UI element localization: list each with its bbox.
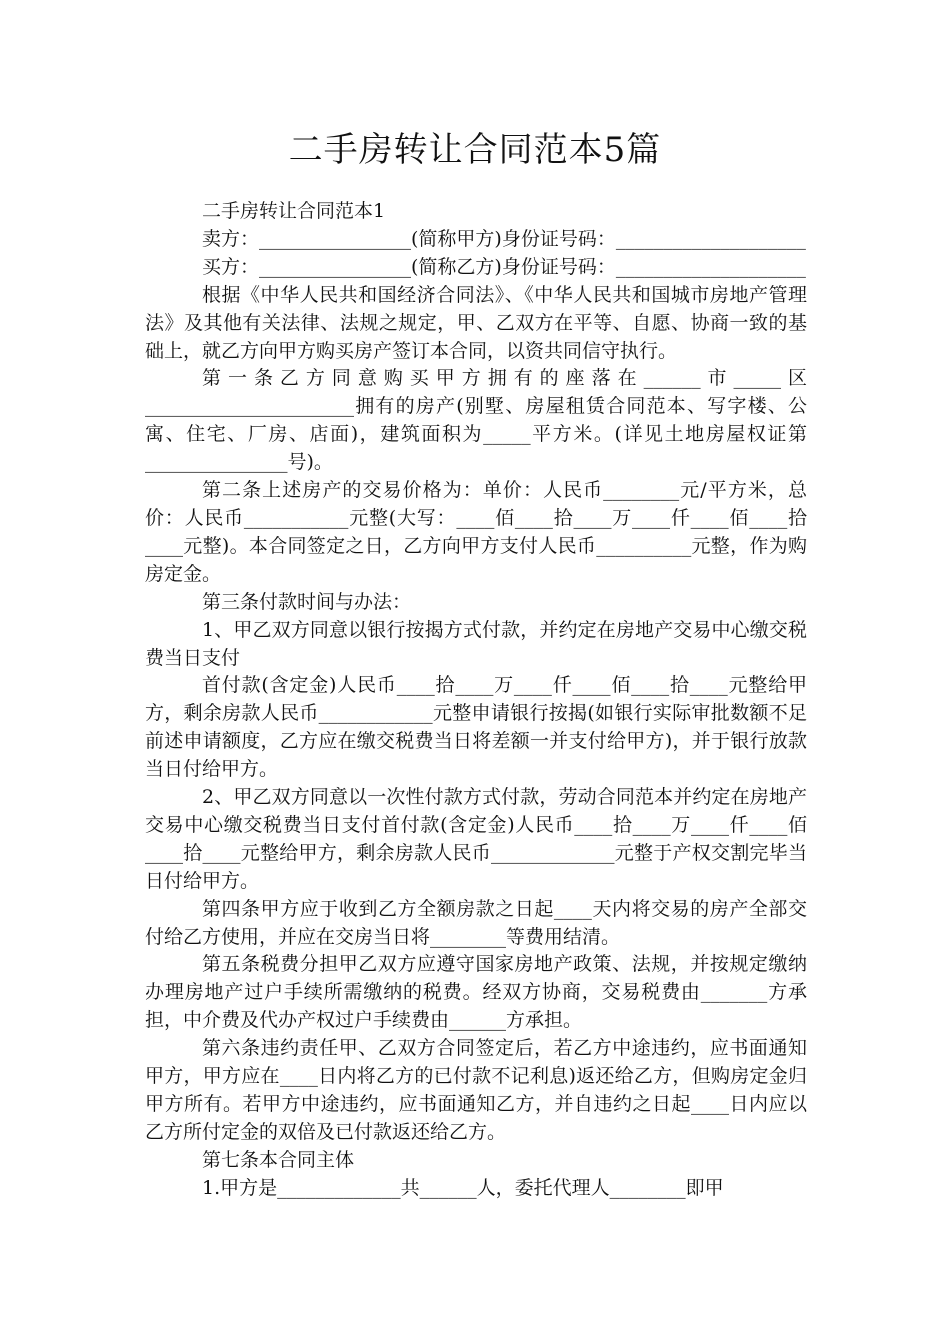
article-6: 第六条违约责任甲、乙双方合同签定后，若乙方中途违约，应书面通知甲方，甲方应在____日内将乙方的已付款不记利息)返还给乙方，但购房定金归甲方所有。若甲方中途违约，应书面通知乙方，并自违约之日起____日内应以乙方所付定金的双倍及已付款返还给乙方。	[145, 1037, 807, 1143]
section-heading: 二手房转让合同范本1	[202, 200, 386, 222]
article-7-clause-1: 1.甲方是_____________共______人，委托代理人________即甲	[202, 1176, 724, 1199]
article-5: 第五条税费分担甲乙双方应遵守国家房地产政策、法规，并按规定缴纳办理房地产过户手续所需缴纳的税费。经双方协商，交易税费由_______方承担，中介费及代办产权过户手续费由______方承担。	[145, 953, 807, 1032]
article-2: 第二条上述房产的交易价格为：单价：人民币________元/平方米，总价：人民币___________元整(大写：____佰____拾____万____仟____佰____拾____元整)。本合同签定之日，乙方向甲方支付人民币__________元整，作为购房定金。	[145, 479, 807, 585]
article-4: 第四条甲方应于收到乙方全额房款之日起____天内将交易的房产全部交付给乙方使用，并应在交房当日将________等费用结清。	[145, 897, 807, 948]
buyer-line: 买方：________________(简称乙方)身份证号码：____________________	[202, 255, 806, 278]
document-title: 二手房转让合同范本5篇	[288, 130, 662, 170]
article-3-clause-1: 1、甲乙双方同意以银行按揭方式付款，并约定在房地产交易中心缴交税费当日支付	[145, 618, 807, 669]
article-1: 第一条乙方同意购买甲方拥有的座落在______市_____区______________________拥有的房产(别墅、房屋租赁合同范本、写字楼、公寓、住宅、厂房、店面)，建筑面积为_____平方米。(详见土地房屋权证第_______________号)。	[145, 367, 807, 474]
article-3-clause-2: 2、甲乙双方同意以一次性付款方式付款，劳动合同范本并约定在房地产交易中心缴交税费当日支付首付款(含定金)人民币____拾____万____仟____佰____拾____元整给甲方，剩余房款人民币_____________元整于产权交割完毕当日付给甲方。	[145, 786, 807, 892]
preamble-paragraph: 根据《中华人民共和国经济合同法》、《中华人民共和国城市房地产管理法》及其他有关法律、法规之规定，甲、乙双方在平等、自愿、协商一致的基础上，就乙方向甲方购买房产签订本合同，以资共同信守执行。	[145, 283, 807, 362]
article-3-heading: 第三条付款时间与办法：	[202, 590, 412, 613]
document-body	[145, 198, 807, 1203]
article-7-heading: 第七条本合同主体	[202, 1148, 355, 1171]
seller-line: 卖方：________________(简称甲方)身份证号码：____________________	[202, 227, 806, 250]
article-3-down-payment: 首付款(含定金)人民币____拾____万____仟____佰____拾____元整给甲方，剩余房款人民币____________元整申请银行按揭(如银行实际审批数额不足前述申请额度，乙方应在缴交税费当日将差额一并支付给甲方)，并于银行放款当日付给甲方。	[145, 674, 807, 781]
